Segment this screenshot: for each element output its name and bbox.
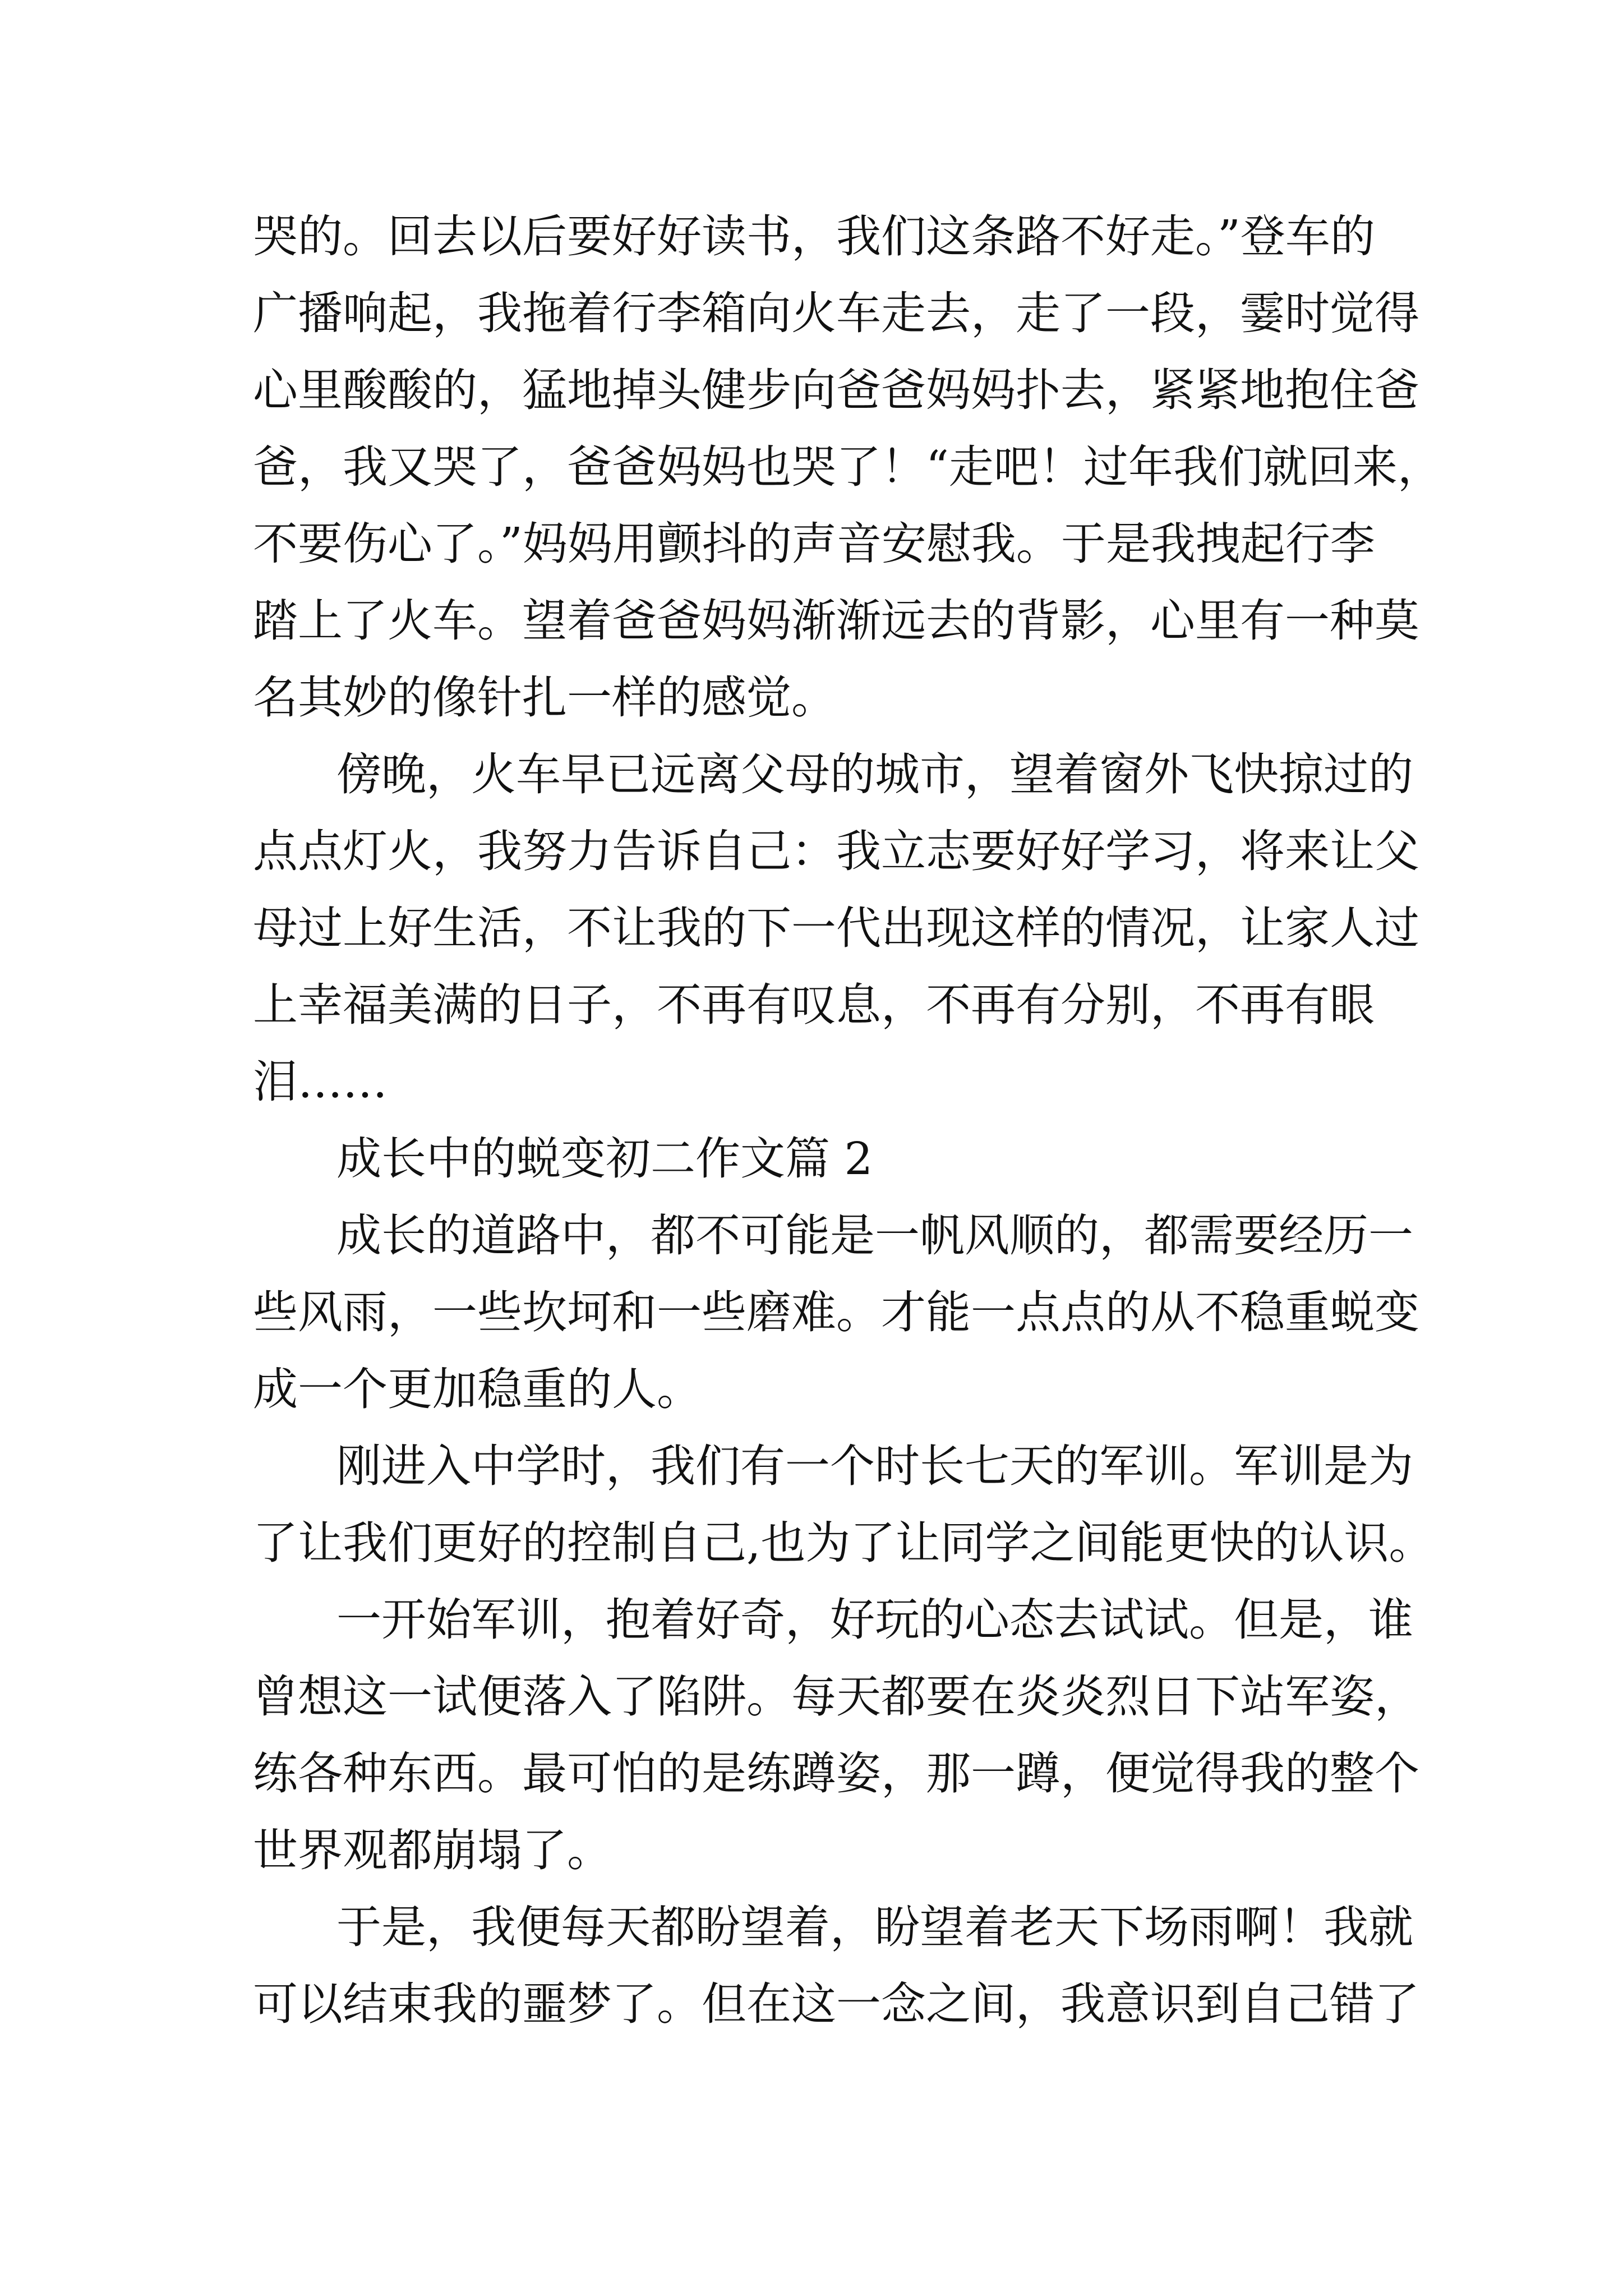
text-line: 哭的。回去以后要好好读书，我们这条路不好走。”登车的 [253, 210, 1375, 263]
paragraph-first-line: 成长的道路中，都不可能是一帆风顺的，都需要经历一 [336, 1209, 1413, 1262]
text-line: 些风雨，一些坎坷和一些磨难。才能一点点的从不稳重蜕变 [253, 1286, 1419, 1338]
paragraph-first-line: 傍晚，火车早已远离父母的城市，望着窗外飞快掠过的 [336, 748, 1413, 800]
text-line: 心里酸酸的，猛地掉头健步向爸爸妈妈扑去，紧紧地抱住爸 [253, 364, 1419, 416]
text-line: 母过上好生活，不让我的下一代出现这样的情况，让家人过 [253, 902, 1419, 954]
paragraph-first-line: 一开始军训，抱着好奇，好玩的心态去试试。但是，谁 [336, 1594, 1413, 1646]
text-line: 成一个更加稳重的人。 [253, 1363, 702, 1415]
text-line: 上幸福美满的日子，不再有叹息，不再有分别，不再有眼 [253, 979, 1375, 1031]
section-heading: 成长中的蜕变初二作文篇 2 [336, 1133, 873, 1185]
text-line: 曾想这一试便落入了陷阱。每天都要在炎炎烈日下站军姿， [253, 1671, 1419, 1723]
paragraph-first-line: 于是，我便每天都盼望着，盼望着老天下场雨啊！我就 [336, 1901, 1413, 1953]
paragraph-first-line: 刚进入中学时，我们有一个时长七天的军训。军训是为 [336, 1440, 1413, 1492]
text-line: 踏上了火车。望着爸爸妈妈渐渐远去的背影，心里有一种莫 [253, 595, 1419, 647]
text-line: 可以结束我的噩梦了。但在这一念之间，我意识到自己错了 [253, 1978, 1419, 2030]
text-line: 广播响起，我拖着行李箱向火车走去，走了一段，霎时觉得 [253, 287, 1419, 339]
text-line: 了让我们更好的控制自己,也为了让同学之间能更快的认识。 [253, 1517, 1434, 1569]
text-line: 泪…… [253, 1056, 388, 1108]
text-line: 练各种东西。最可怕的是练蹲姿，那一蹲，便觉得我的整个 [253, 1747, 1419, 1800]
text-line: 名其妙的像针扎一样的感觉。 [253, 671, 836, 724]
text-line: 世界观都崩塌了。 [253, 1824, 612, 1876]
text-line: 点点灯火，我努力告诉自己：我立志要好好学习，将来让父 [253, 825, 1419, 877]
text-line: 不要伤心了。”妈妈用颤抖的声音安慰我。于是我拽起行李 [253, 518, 1375, 570]
text-line: 爸，我又哭了，爸爸妈妈也哭了！“走吧！过年我们就回来， [253, 441, 1442, 493]
